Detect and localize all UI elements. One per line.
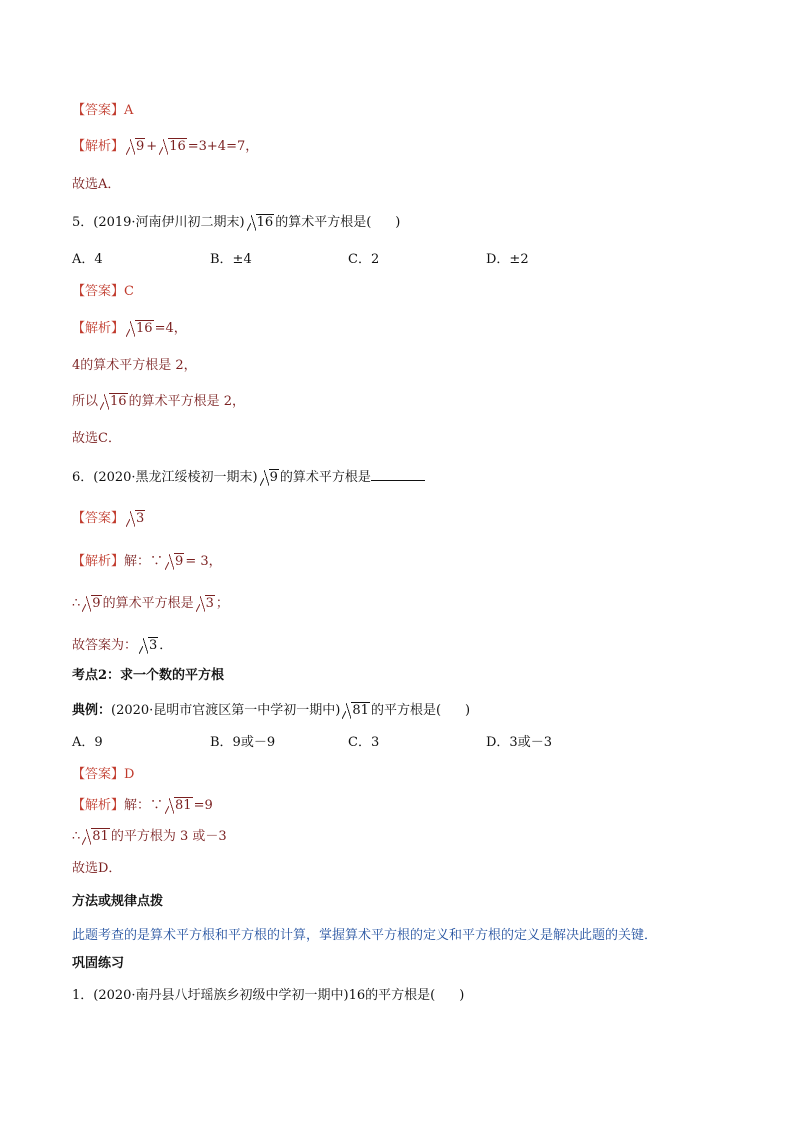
answer-label: 【答案】: [72, 284, 125, 299]
question-6: [72, 468, 425, 487]
question-6-suffix: 的算术平方根是: [279, 470, 371, 485]
practice-question-1-text: 1．(2020·南丹县八圩瑶族乡初级中学初一期中)16的平方根是(: [72, 988, 436, 1003]
q6-analysis-line-3: [72, 637, 172, 655]
question-5-suffix: 的算术平方根是(: [275, 215, 372, 230]
kp2-analysis-line-1: [72, 797, 213, 815]
sqrt-3: 3: [196, 595, 215, 613]
kp2-analysis-line-2: [72, 828, 227, 846]
answer-value: D: [124, 767, 135, 782]
analysis-label: 【解析】: [72, 798, 125, 813]
q5-option-c: C．2: [348, 252, 380, 267]
analysis-text: 故答案为：: [72, 638, 138, 653]
question-5-sqrt: 16: [247, 214, 275, 232]
sqrt-81: 81: [342, 702, 370, 720]
example-question: [72, 702, 470, 720]
question-5-close: ): [395, 215, 401, 230]
analysis-text: 解：∵: [124, 798, 164, 813]
example-text: (2020·昆明市官渡区第一中学初一期中): [111, 703, 341, 718]
answer-blank: [371, 468, 425, 481]
sqrt-9: 9: [82, 595, 101, 613]
q5-analysis-line-3: [72, 393, 245, 411]
kp2-option-b: B．9或－9: [210, 735, 276, 750]
kp2-answer-line: [72, 766, 134, 784]
method-text: 此题考查的是算术平方根和平方根的计算，掌握算术平方根的定义和平方根的定义是解决此题的关键．: [72, 928, 658, 943]
sqrt-81: 81: [82, 828, 110, 846]
analysis-label: 【解析】: [72, 321, 125, 336]
analysis-text: =9: [193, 798, 213, 813]
section-title: 考点2：求一个数的平方根: [72, 668, 225, 683]
question-5-prefix: 5．(2019·河南伊川初二期末): [72, 215, 245, 230]
answer-value: A: [124, 103, 134, 118]
analysis-text: 所以: [72, 394, 99, 409]
answer-label: 【答案】: [72, 103, 125, 118]
example-suffix: 的平方根是(: [370, 703, 442, 718]
analysis-text: 的平方根为 3 或－3: [110, 829, 227, 844]
q6-analysis-line-1: [72, 553, 222, 571]
answer-label: 【答案】: [72, 511, 125, 526]
therefore-sign: ∴: [72, 829, 81, 844]
analysis-text: 解：∵: [124, 554, 164, 569]
sqrt-9: 9: [165, 553, 184, 571]
analysis-text: = 3，: [185, 554, 222, 569]
q5-conclusion: 故选C．: [72, 431, 121, 446]
kp2-conclusion: 故选D．: [72, 861, 122, 876]
answer-line-prev: [72, 102, 133, 120]
kp2-option-a: A．9: [72, 735, 103, 750]
answer-label: 【答案】: [72, 767, 125, 782]
analysis-line-prev: [72, 138, 258, 156]
q5-answer-line: [72, 283, 134, 301]
question-5: [72, 214, 400, 232]
example-close: ): [465, 703, 471, 718]
analysis-text: 的算术平方根是: [102, 596, 194, 611]
answer-value: C: [124, 284, 134, 299]
question-6-sqrt: 9: [260, 469, 279, 487]
method-title: 方法或规律点拨: [72, 894, 164, 909]
sqrt-3: 3: [139, 637, 158, 655]
analysis-result: =3+4=7，: [187, 139, 259, 154]
sqrt-16: 16: [126, 320, 154, 338]
sqrt-81: 81: [165, 797, 193, 815]
sqrt-9: 9: [126, 138, 145, 156]
analysis-text: ；: [215, 596, 229, 611]
analysis-text: 的算术平方根是 2，: [128, 394, 245, 409]
analysis-label: 【解析】: [72, 554, 125, 569]
kp2-option-c: C．3: [348, 735, 380, 750]
conclusion-prev: 故选A．: [72, 177, 121, 192]
q5-option-b: B．±4: [210, 252, 252, 267]
q5-analysis-line-1: [72, 320, 187, 338]
q5-analysis-line-2: 4的算术平方根是 2，: [72, 358, 197, 373]
practice-question-1-close: ): [459, 988, 465, 1003]
plus-sign: +: [146, 139, 158, 154]
analysis-label: 【解析】: [72, 139, 125, 154]
analysis-text: ．: [159, 638, 173, 653]
sqrt-16: 16: [159, 138, 187, 156]
practice-question-1: [72, 987, 464, 1005]
sqrt-16: 16: [100, 393, 128, 411]
q5-option-d: D．±2: [486, 252, 529, 267]
q6-analysis-line-2: [72, 595, 229, 613]
question-6-prefix: 6．(2020·黑龙江绥棱初一期末): [72, 470, 258, 485]
q6-answer-line: [72, 510, 146, 528]
analysis-result: =4，: [154, 321, 187, 336]
therefore-sign: ∴: [72, 596, 81, 611]
q5-option-a: A．4: [72, 252, 103, 267]
sqrt-3: 3: [126, 510, 145, 528]
kp2-option-d: D．3或－3: [486, 735, 552, 750]
example-label: 典例：: [72, 703, 112, 718]
practice-title: 巩固练习: [72, 956, 125, 971]
